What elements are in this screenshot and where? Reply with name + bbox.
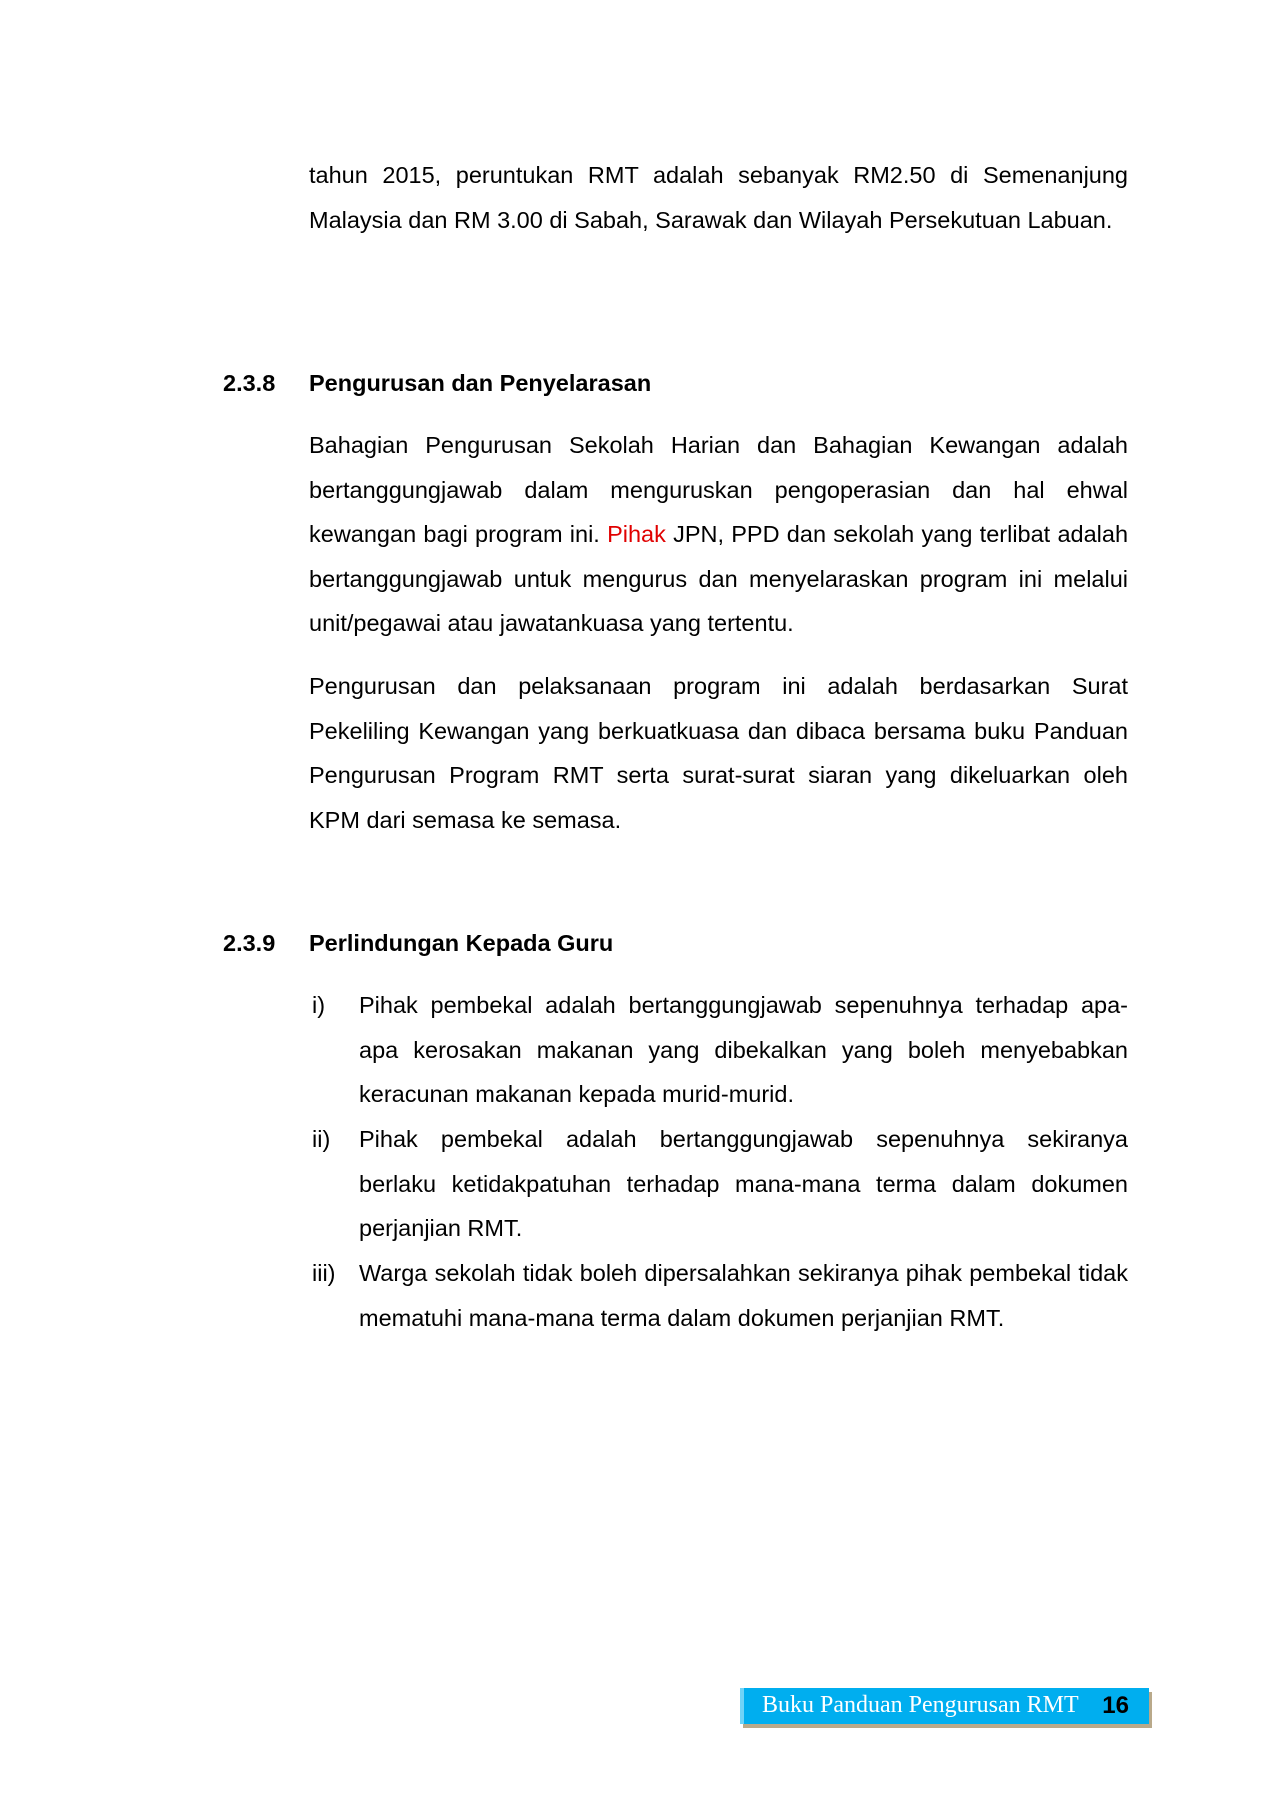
section-2-3-8-paragraph-1 (309, 423, 1128, 646)
list-item (312, 1251, 1128, 1340)
list-text: Pihak pembekal adalah bertanggungjawab sepenuhnya sekiranya berlaku ketidakpatuhan terhadap mana-mana terma dalam dokumen perjanjian RMT. (359, 1126, 1128, 1241)
section-number: 2.3.8 (223, 370, 276, 396)
text: Bahagian Pengurusan Sekolah Harian dan Bahagian Kewangan adalah bertanggungjawab dalam menguruskan pengoperasian dan hal ehwal kewangan bagi program ini. (309, 432, 1128, 547)
list-number: iii) (312, 1260, 336, 1286)
section-2-3-8-paragraph-2: Pengurusan dan pelaksanaan program ini adalah berdasarkan Surat Pekeliling Kewangan yang berkuatkuasa dan dibaca bersama buku Panduan Pengurusan Program RMT serta surat-surat siaran yang dikeluarkan oleh KPM dari semasa ke semasa. (309, 673, 1128, 833)
section-heading-2-3-8 (223, 368, 651, 398)
list-item (312, 1117, 1128, 1251)
footer-title: Buku Panduan Pengurusan RMT (762, 1692, 1079, 1718)
list-text: Warga sekolah tidak boleh dipersalahkan sekiranya pihak pembekal tidak mematuhi mana-mana terma dalam dokumen perjanjian RMT. (359, 1260, 1128, 1331)
section-title: Perlindungan Kepada Guru (309, 930, 614, 956)
list-item (312, 983, 1128, 1117)
list-number: i) (312, 992, 326, 1018)
list-text: Pihak pembekal adalah bertanggungjawab sepenuhnya terhadap apa-apa kerosakan makanan yang dibekalkan yang boleh menyebabkan keracunan makanan kepada murid-murid. (359, 992, 1128, 1107)
section-number: 2.3.9 (223, 930, 276, 956)
section-title: Pengurusan dan Penyelarasan (309, 370, 652, 396)
highlighted-word: Pihak (607, 521, 666, 547)
text: JPN, PPD dan sekolah yang terlibat adalah bertanggungjawab untuk mengurus dan menyelaraskan program ini melalui unit/pegawai atau jawatankuasa yang tertentu. (309, 521, 1129, 636)
section-heading-2-3-9 (223, 928, 613, 958)
intro-paragraph: tahun 2015, peruntukan RMT adalah sebanyak RM2.50 di Semenanjung Malaysia dan RM 3.00 di Sabah, Sarawak dan Wilayah Persekutuan Labuan. (309, 162, 1128, 233)
page-number: 16 (1102, 1692, 1129, 1719)
list-number: ii) (312, 1126, 331, 1152)
footer-banner (740, 1688, 1149, 1724)
